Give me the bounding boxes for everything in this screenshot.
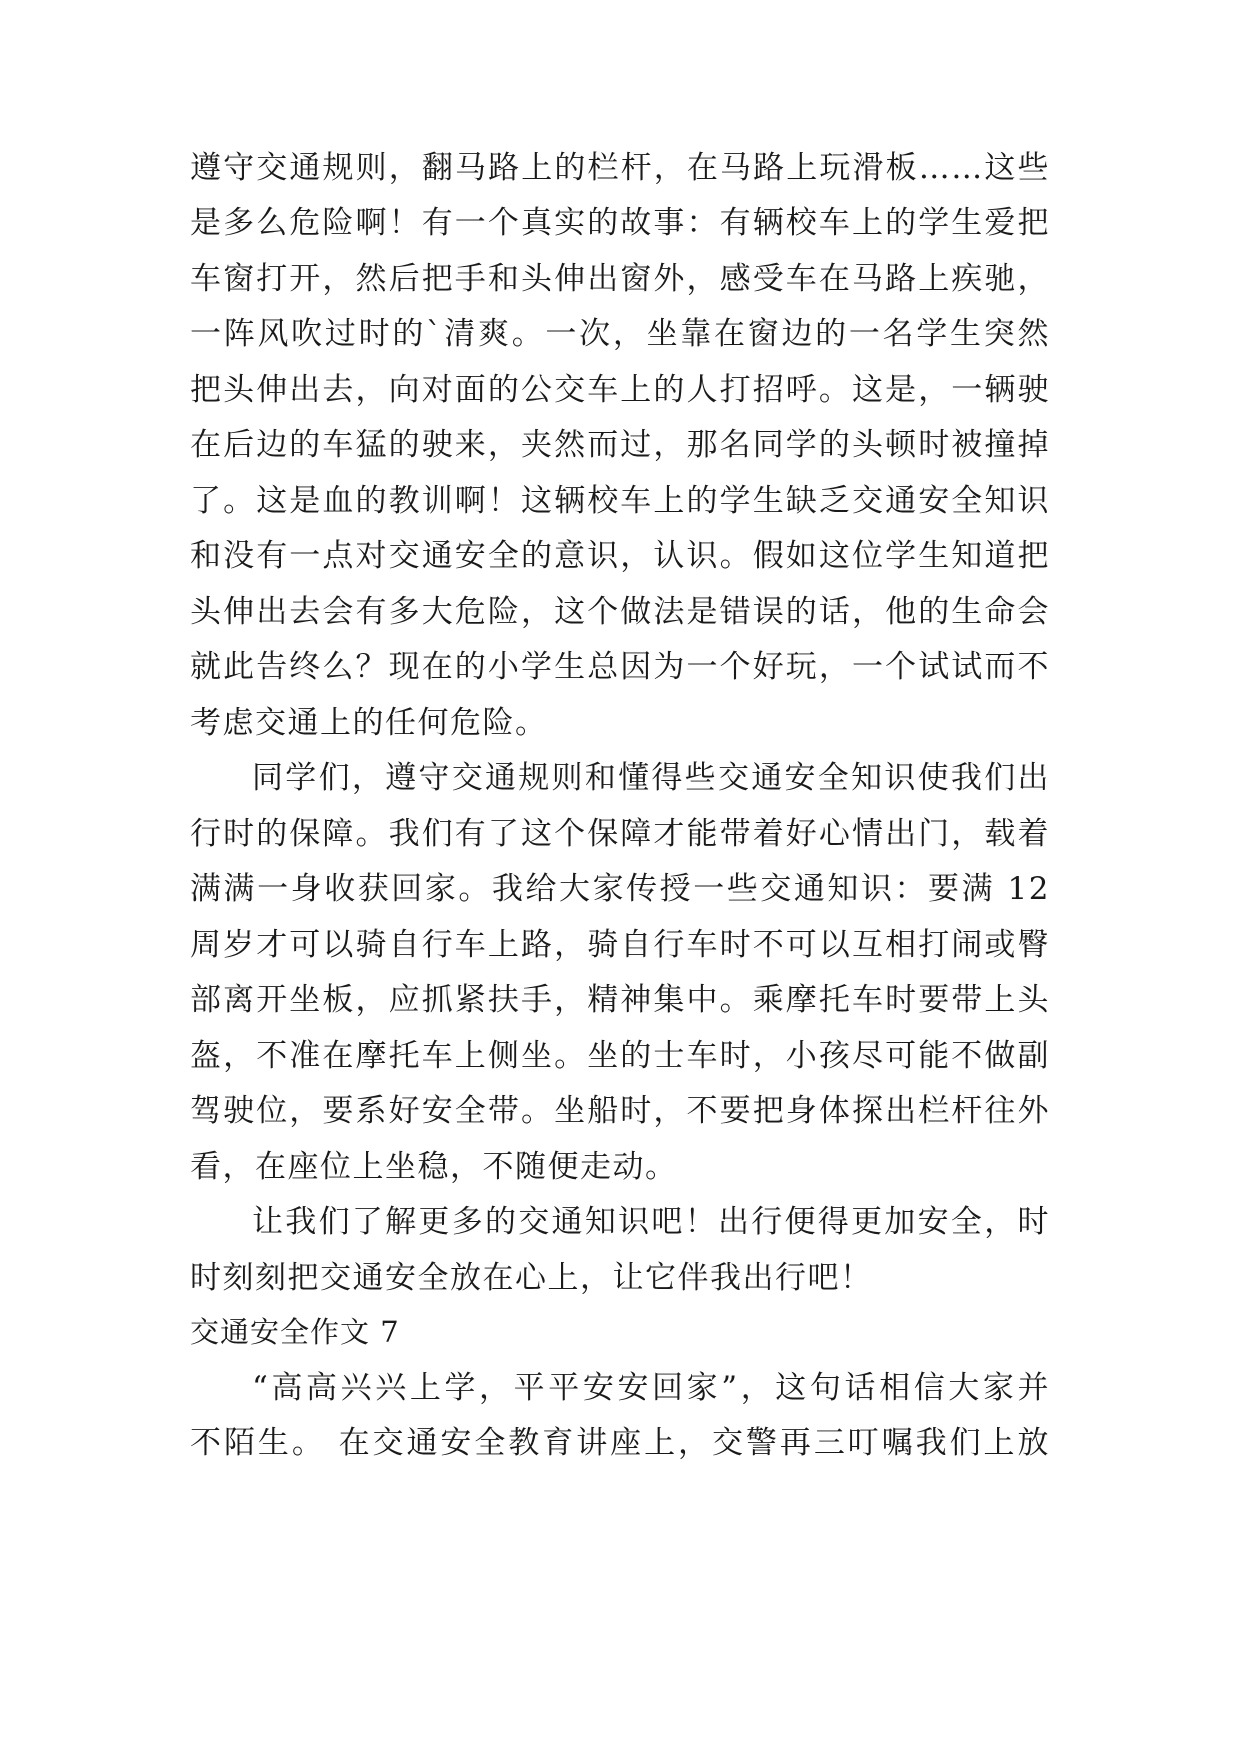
text-line: 把头伸出去，向对面的公交车上的人打招呼。这是，一辆驶 (190, 372, 1050, 408)
text-line: 就此告终么？现在的小学生总因为一个好玩，一个试试而不 (190, 649, 1050, 685)
text-line: 满满一身收获回家。我给大家传授一些交通知识：要满 12 (190, 871, 1050, 907)
text-line: 了。这是血的教训啊！这辆校车上的学生缺乏交通安全知识 (190, 483, 1050, 519)
text-line: 盔，不准在摩托车上侧坐。坐的士车时，小孩尽可能不做副 (190, 1038, 1050, 1074)
text-line: 让我们了解更多的交通知识吧！出行便得更加安全，时 (252, 1204, 1050, 1240)
text-line: 一阵风吹过时的`清爽。一次，坐靠在窗边的一名学生突然 (190, 316, 1050, 352)
text-line: 车窗打开，然后把手和头伸出窗外，感受车在马路上疾驰， (190, 261, 1050, 297)
text-line: 是多么危险啊！有一个真实的故事：有辆校车上的学生爱把 (190, 205, 1050, 241)
text-line: 不陌生。 在交通安全教育讲座上，交警再三叮嘱我们上放 (190, 1425, 1050, 1461)
text-line: 遵守交通规则，翻马路上的栏杆，在马路上玩滑板……这些 (190, 150, 1050, 186)
text-line: 和没有一点对交通安全的意识，认识。假如这位学生知道把 (190, 538, 1050, 574)
text-line: 头伸出去会有多大危险，这个做法是错误的话，他的生命会 (190, 594, 1050, 630)
section-heading: 交通安全作文 7 (190, 1315, 400, 1349)
text-line: 看，在座位上坐稳，不随便走动。 (190, 1149, 678, 1185)
text-line: 周岁才可以骑自行车上路，骑自行车时不可以互相打闹或臀 (190, 927, 1050, 963)
text-line: 行时的保障。我们有了这个保障才能带着好心情出门，载着 (190, 816, 1050, 852)
text-line: 时刻刻把交通安全放在心上，让它伴我出行吧！ (190, 1260, 873, 1296)
text-line: 驾驶位，要系好安全带。坐船时，不要把身体探出栏杆往外 (190, 1093, 1050, 1129)
text-line: 部离开坐板，应抓紧扶手，精神集中。乘摩托车时要带上头 (190, 982, 1050, 1018)
text-line: “高高兴兴上学，平平安安回家”，这句话相信大家并 (252, 1370, 1050, 1406)
text-line: 同学们，遵守交通规则和懂得些交通安全知识使我们出 (252, 760, 1050, 796)
text-line: 考虑交通上的任何危险。 (190, 705, 548, 741)
text-line: 在后边的车猛的驶来，夹然而过，那名同学的头顿时被撞掉 (190, 427, 1050, 463)
